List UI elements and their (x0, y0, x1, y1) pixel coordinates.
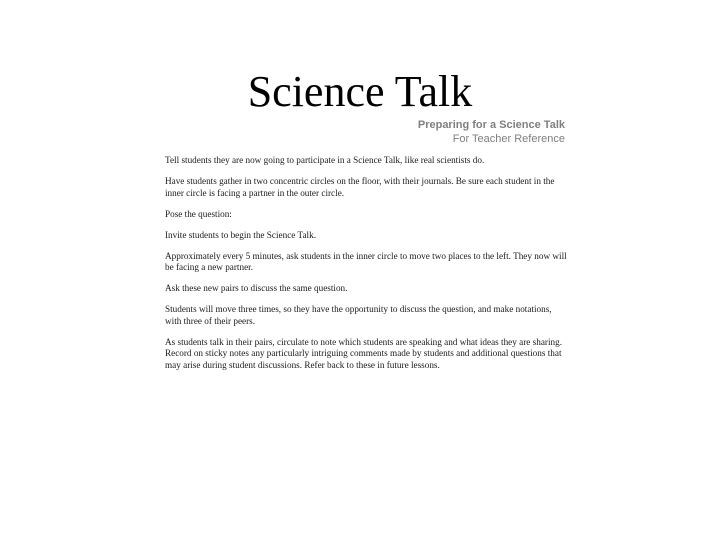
paragraph-gather: Have students gather in two concentric circles on the floor, with their journals. Be sure each student in the inner circle is facing a partner in the outer circle. (165, 176, 555, 198)
paragraph-circulate: As students talk in their pairs, circulate to note which students are speaking and what ideas they are sharing. Record on sticky notes any particularly intriguing comments made by students and additional questions that may arise during student discussions. Refer back to these in future lessons. (165, 336, 562, 370)
document-header (418, 118, 565, 146)
document-body (165, 155, 570, 381)
paragraph-intro: Tell students they are now going to participate in a Science Talk, like real scientists do. (165, 155, 485, 165)
paragraph-pose-question: Pose the question: (165, 208, 232, 219)
document-header-subtitle: For Teacher Reference (452, 133, 565, 145)
paragraph-invite: Invite students to begin the Science Talk. (165, 229, 317, 240)
slide-title: Science Talk (247, 67, 473, 116)
paragraph-rotate: Approximately every 5 minutes, ask students in the inner circle to move two places to the left. They now will be facing a new partner. (165, 250, 567, 272)
paragraph-new-pairs: Ask these new pairs to discuss the same question. (165, 283, 348, 293)
paragraph-move-three: Students will move three times, so they have the opportunity to discuss the question, and make notations, with three of their peers. (165, 304, 552, 326)
document-header-title: Preparing for a Science Talk (417, 119, 565, 131)
